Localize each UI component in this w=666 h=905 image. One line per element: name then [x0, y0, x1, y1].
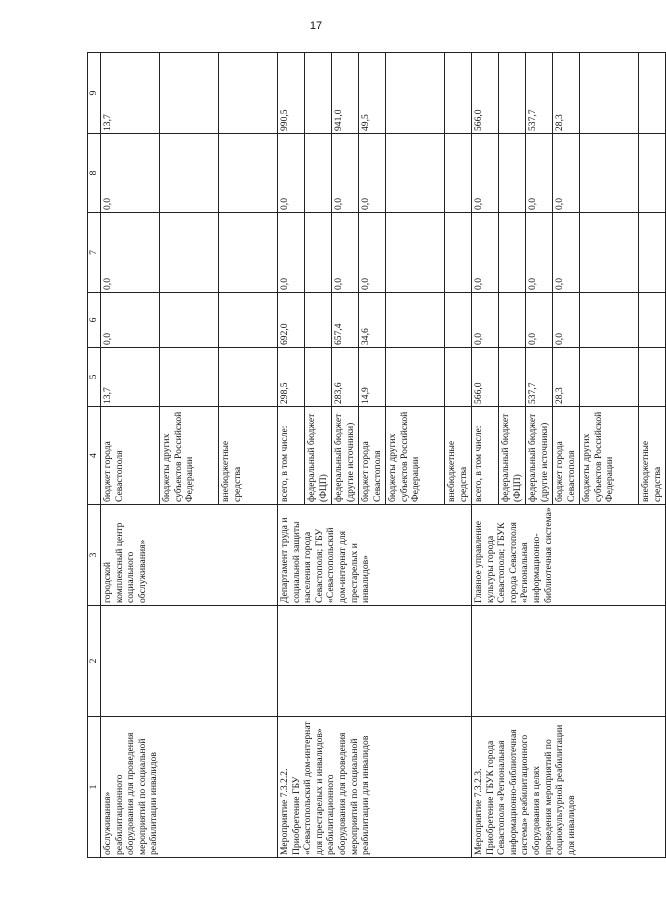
value-cell: 0,0	[472, 213, 499, 293]
measure-col2	[278, 606, 472, 717]
value-cell: 28,3	[553, 53, 580, 134]
value-cell	[219, 134, 278, 213]
value-cell: 0,0	[553, 134, 580, 213]
funding-source: всего, в том числе:	[278, 407, 305, 505]
value-cell: 0,0	[332, 134, 359, 213]
header-cell: 9	[88, 53, 101, 134]
funding-source: бюджеты других субъектов Российской Федерации	[580, 407, 639, 505]
value-cell	[386, 134, 445, 213]
table-row	[101, 53, 160, 858]
value-cell	[499, 53, 526, 134]
header-row	[88, 53, 101, 858]
value-cell: 13,7	[101, 53, 160, 134]
value-cell	[639, 53, 666, 134]
value-cell: 0,0	[332, 213, 359, 293]
value-cell: 0,0	[472, 293, 499, 348]
value-cell	[160, 213, 219, 293]
value-cell: 0,0	[359, 213, 386, 293]
value-cell: 941,0	[332, 53, 359, 134]
value-cell	[386, 213, 445, 293]
value-cell	[219, 53, 278, 134]
value-cell	[160, 134, 219, 213]
executor: Главное управление культуры города Севастополя; ГБУК города Севастополя «Региональная информационно-библиотечная система»	[472, 505, 666, 606]
value-cell	[386, 348, 445, 407]
value-cell: 0,0	[278, 134, 305, 213]
value-cell	[445, 53, 472, 134]
value-cell: 298,5	[278, 348, 305, 407]
value-cell	[305, 213, 332, 293]
budget-table	[87, 52, 666, 858]
value-cell	[499, 134, 526, 213]
funding-source: бюджеты других субъектов Российской Федерации	[386, 407, 445, 505]
value-cell: 0,0	[359, 134, 386, 213]
value-cell	[386, 293, 445, 348]
value-cell	[580, 213, 639, 293]
value-cell	[639, 293, 666, 348]
value-cell	[445, 293, 472, 348]
value-cell: 566,0	[472, 53, 499, 134]
header-cell: 3	[88, 505, 101, 606]
value-cell	[580, 293, 639, 348]
value-cell	[445, 213, 472, 293]
funding-source: федеральный бюджет (другие источники)	[332, 407, 359, 505]
value-cell	[445, 348, 472, 407]
funding-source: федеральный бюджет (ФЦП)	[305, 407, 332, 505]
measure-name: Мероприятие 7.3.2.3. Приобретение ГБУК города Севастополя «Региональная информационно-библиотечная система» реабилитационного оборудования в целях проведения мероприятий по социокультурной реабилитации для инвалидов	[472, 717, 666, 858]
value-cell: 692,0	[278, 293, 305, 348]
funding-source: внебюджетные средства	[639, 407, 666, 505]
funding-source: федеральный бюджет (ФЦП)	[499, 407, 526, 505]
measure-name: обслуживания» реабилитационного оборудования для проведения мероприятий по социальной реабилитации инвалидов	[101, 717, 278, 858]
funding-source: бюджеты других субъектов Российской Федерации	[160, 407, 219, 505]
value-cell: 0,0	[553, 293, 580, 348]
value-cell: 0,0	[278, 213, 305, 293]
header-cell: 5	[88, 348, 101, 407]
value-cell: 537,7	[526, 53, 553, 134]
funding-source: бюджет города Севастополя	[101, 407, 160, 505]
value-cell	[305, 348, 332, 407]
value-cell: 49,5	[359, 53, 386, 134]
page-number: 17	[309, 20, 323, 32]
value-cell	[580, 134, 639, 213]
value-cell	[219, 213, 278, 293]
header-cell: 2	[88, 606, 101, 717]
value-cell	[639, 213, 666, 293]
value-cell	[499, 293, 526, 348]
measure-name: Мероприятие 7.3.2.2. Приобретение ГБУ «Севастопольский дом-интернат для престарелых и инвалидов» реабилитационного оборудования для проведения мероприятий по социальной реабилитации для инвалидов	[278, 717, 472, 858]
executor: Департамент труда и социальной защиты населения города Севастополя; ГБУ «Севастопольский дом-интернат для престарелых и инвалидов»	[278, 505, 472, 606]
value-cell	[639, 348, 666, 407]
value-cell	[160, 348, 219, 407]
funding-source: всего, в том числе:	[472, 407, 499, 505]
value-cell: 28,3	[553, 348, 580, 407]
value-cell: 0,0	[526, 134, 553, 213]
value-cell	[160, 293, 219, 348]
value-cell: 0,0	[526, 293, 553, 348]
value-cell	[499, 348, 526, 407]
header-cell: 1	[88, 717, 101, 858]
value-cell	[639, 134, 666, 213]
header-cell: 8	[88, 134, 101, 213]
value-cell: 0,0	[526, 213, 553, 293]
value-cell: 657,4	[332, 293, 359, 348]
value-cell: 990,5	[278, 53, 305, 134]
funding-source: бюджет города Севастополя	[553, 407, 580, 505]
value-cell	[580, 53, 639, 134]
measure-col2	[472, 606, 666, 717]
value-cell	[305, 293, 332, 348]
value-cell: 537,7	[526, 348, 553, 407]
header-cell: 4	[88, 407, 101, 505]
table-row	[278, 53, 305, 858]
value-cell: 0,0	[553, 213, 580, 293]
funding-source: внебюджетные средства	[445, 407, 472, 505]
value-cell	[305, 134, 332, 213]
value-cell	[445, 134, 472, 213]
value-cell: 0,0	[101, 134, 160, 213]
funding-source: внебюджетные средства	[219, 407, 278, 505]
table-row	[472, 53, 499, 858]
value-cell: 34,6	[359, 293, 386, 348]
value-cell	[499, 213, 526, 293]
header-cell: 7	[88, 213, 101, 293]
value-cell: 13,7	[101, 348, 160, 407]
value-cell: 0,0	[101, 213, 160, 293]
funding-source: федеральный бюджет (другие источники)	[526, 407, 553, 505]
value-cell: 566,0	[472, 348, 499, 407]
header-cell: 6	[88, 293, 101, 348]
value-cell	[386, 53, 445, 134]
value-cell: 14,9	[359, 348, 386, 407]
value-cell: 283,6	[332, 348, 359, 407]
value-cell	[160, 53, 219, 134]
value-cell	[219, 293, 278, 348]
measure-col2	[101, 606, 278, 717]
value-cell	[305, 53, 332, 134]
value-cell: 0,0	[472, 134, 499, 213]
funding-source: бюджет города Севастополя	[359, 407, 386, 505]
executor: городской комплексный центр социального обслуживания»	[101, 505, 278, 606]
value-cell	[219, 348, 278, 407]
value-cell	[580, 348, 639, 407]
rotated-table-wrapper	[87, 53, 663, 858]
value-cell: 0,0	[101, 293, 160, 348]
